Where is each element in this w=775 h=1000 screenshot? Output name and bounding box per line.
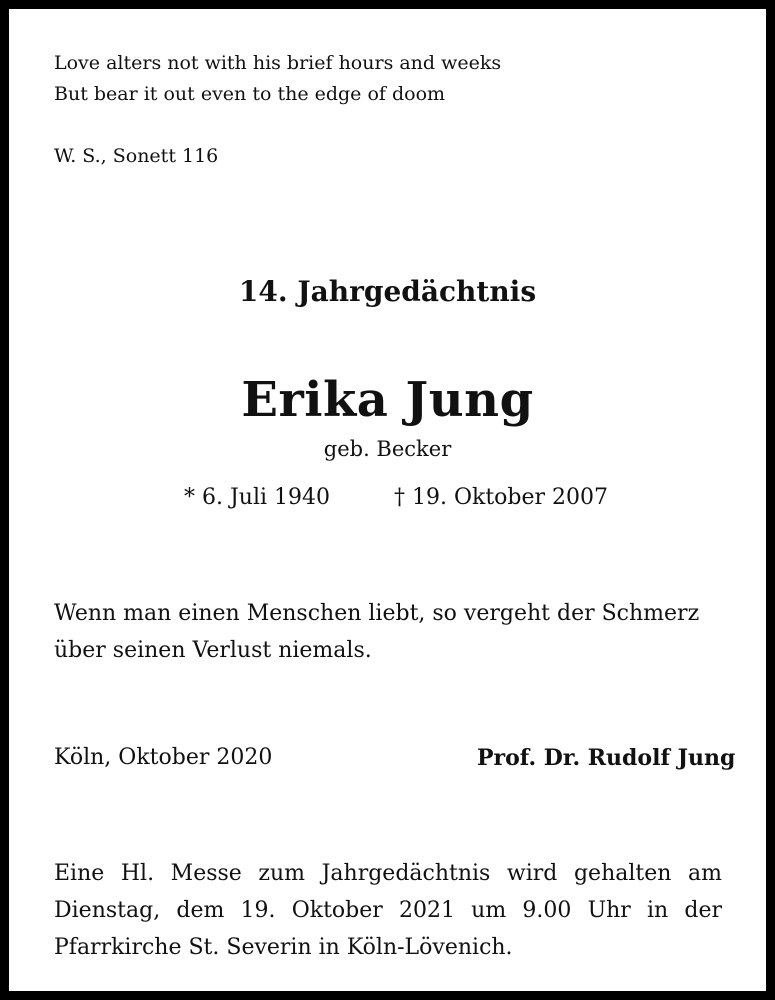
birth-date: * 6. Juli 1940 [184,485,331,510]
memorial-verse: Wenn man einen Menschen liebt, so vergeht der Schmerz über seinen Verlust niemals. [54,601,700,663]
maiden-name: geb. Becker [323,437,452,461]
quote-attribution: W. S., Sonett 116 [54,145,219,167]
anniversary-heading: 14. Jahrgedächtnis [238,275,537,308]
mass-announcement: Eine Hl. Messe zum Jahrgedächtnis wird gehalten am Dienstag, dem 19. Oktober 2021 um 9.00 Uhr in der Pfarrkirche St. Severin in Köln-Lövenich. [54,861,722,960]
quote-line-2: But bear it out even to the edge of doom [54,83,446,105]
death-date: † 19. Oktober 2007 [394,485,609,510]
quote-line-1: Love alters not with his brief hours and weeks [54,52,502,74]
deceased-name: Erika Jung [241,372,534,428]
place-date: Köln, Oktober 2020 [54,745,273,770]
signer-name: Prof. Dr. Rudolf Jung [477,745,736,771]
